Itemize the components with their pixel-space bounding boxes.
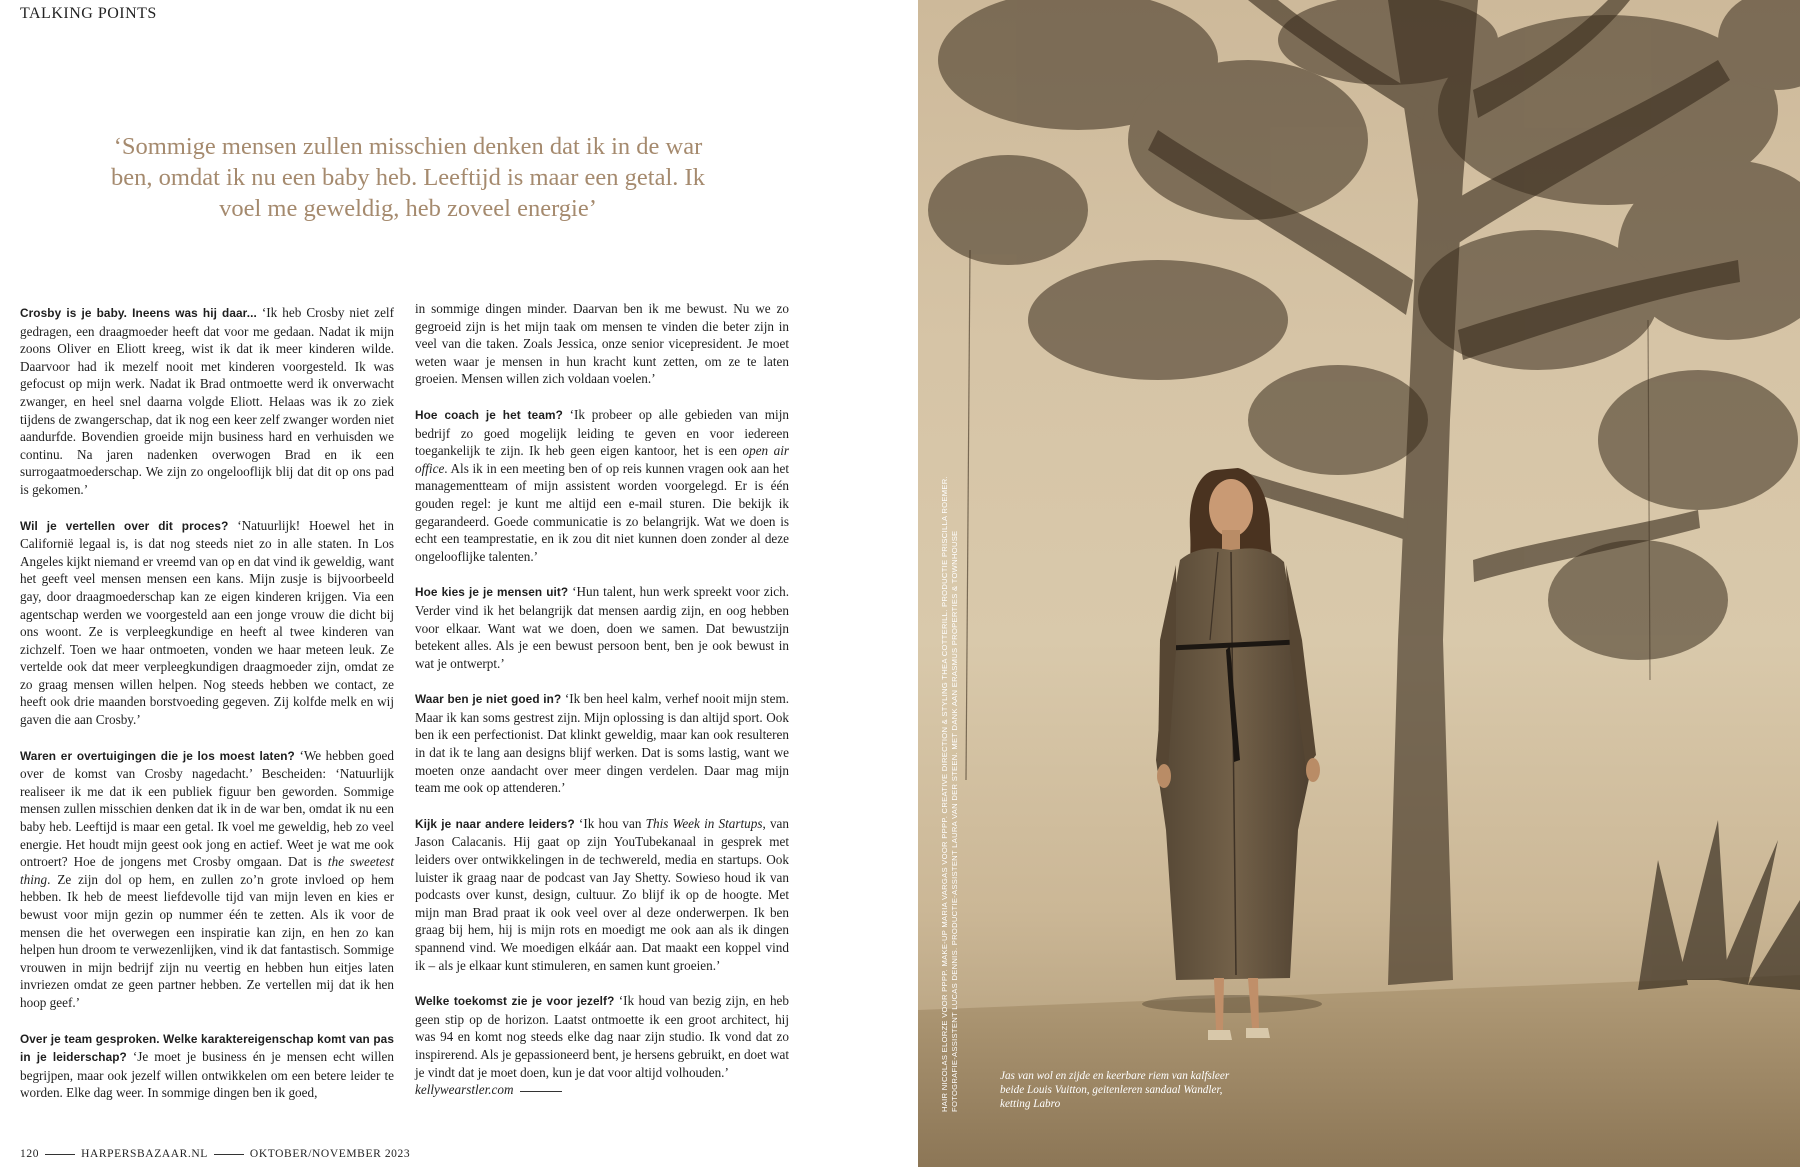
photo-caption: Jas van wol en zijde en keerbare riem van kalfsleer beide Louis Vuitton, geitenleren sandaal Wandler, ketting Labro	[1000, 1070, 1230, 1110]
folio-site: HARPERSBAZAAR.NL	[81, 1148, 208, 1160]
qa-paragraph	[20, 1030, 394, 1102]
answer-text: ‘Ik heb Crosby niet zelf gedragen, een draagmoeder heeft dat voor me gedaan. Nadat ik mijn zoons Oliver en Eliott kreeg, wist ik dat ik meer kinderen wilde. Daarvoor had ik mezelf nooit met kinderen voorgesteld. Ik was gefocust op mijn werk. Nadat ik Brad ontmoette werd ik onverwacht zwanger, en heel snel daarna volgde Eliott. Helaas was ik zo ziek tijdens de zwangerschap, dat ik nog een keer zelf zwanger worden niet aandurfde. Bovendien groeide mijn business hard en verhuisden we continu. Na jaren nadenken overwogen Brad en ik een surrogaatmoederschap. We zijn zo ongelooflijk blij dat dit op ons pad is gekomen.’	[20, 305, 394, 497]
folio-issue: OKTOBER/NOVEMBER 2023	[249, 1148, 411, 1160]
folio	[20, 1148, 410, 1160]
answer-text: . Als ik in een meeting ben of op reis kunnen vragen ook aan het managementteam of mijn assistent worden voorgelegd. Er is één gouden regel: je kunt me altijd een e-mail sturen. Die bekijk ik gegarandeerd. Goede communicatie is zo belangrijk. Wat we doen is echt een teamprestatie, en ik zou dit niet kunnen doen zonder al deze ongelooflijke talenten.’	[415, 460, 789, 564]
portrait-photo	[918, 0, 1800, 1167]
answer-text: ‘Ik houd van bezig zijn, en heb geen stip op de horizon. Laatst ontmoette ik een groot architect, hij was 94 en komt nog steeds elke dag naar zijn studio. Ik vond dat zo inspirerend. Als je gepassioneerd bent, je hersens gebruikt, en doet wat je vindt dat je moet doen, kun je dat voor altijd volhouden.’	[415, 993, 789, 1080]
pull-quote: ‘Sommige mensen zullen misschien denken dat ik in de war ben, omdat ik nu een baby heb. Leeftijd is maar een getal. Ik voel me geweldig, heb zoveel energie’	[111, 133, 705, 222]
qa-paragraph	[20, 747, 394, 1012]
question-lead: Hoe coach je het team?	[415, 407, 563, 422]
qa-paragraph	[415, 690, 789, 797]
answer-text: ‘Je moet je business én je mensen echt willen begrijpen, maar ook jezelf willen ontwikkelen om een betere leider te worden. Elke dag weer. In sommige dingen ben ik goed,	[20, 1049, 394, 1101]
page-number: 120	[20, 1148, 40, 1160]
question-lead: Crosby is je baby. Ineens was hij daar...	[20, 306, 257, 320]
answer-text: ‘Hun talent, hun werk spreekt voor zich. Verder vind ik het belangrijk dat mensen aardig zijn, en oog hebben voor elkaar. Want wat we doen, doen we samen. Dat bewustzijn betekent alles. Als je een bewust persoon bent, ben je ook bewust in wat je ontwerpt.’	[415, 584, 789, 671]
question-lead: Waren er overtuigingen die je los moest laten?	[20, 748, 295, 763]
photo-page	[918, 0, 1800, 1167]
answer-text: ‘Natuurlijk! Hoewel het in Californië legaal is, is dat nog steeds niet zo in alle staten. In Los Angeles kijkt niemand er vreemd van op en dat vind ik geweldig, want het geeft veel mensen mensen een kans. Mijn zusje is bijvoorbeeld gay, door draagmoederschap kan ze eigen kinderen krijgen. Via een agentschap werden we voorgesteld aan een jonge vrouw die dicht bij ons woont. Ze is verpleegkundige en heeft al twee kinderen van zichzelf. Toen we haar ontmoeten, vonden we haar meteen leuk. Ze vertelde ook dat meer verpleegkundigen draagmoeder zijn, omdat ze zo graag mensen willen helpen. Nog steeds hebben we contact, ze heeft ook drie maanden borstvoeding gegeven. Zij kolfde melk en wij gaven die aan Crosby.’	[20, 517, 394, 728]
folio-divider	[214, 1154, 244, 1155]
answer-emphasis: open air office	[415, 443, 789, 476]
answer-text: ‘Ik probeer op alle gebieden van mijn bedrijf zo goed mogelijk leiding te geven en voor iedereen toegankelijk te zijn. Ik heb geen eigen kantoor, het is een	[415, 406, 789, 459]
question-lead: Welke toekomst zie je voor jezelf?	[415, 994, 615, 1009]
signoff-link[interactable]: kellywearstler.com	[415, 1082, 514, 1098]
wall-wire	[966, 250, 970, 780]
answer-text: ‘Ik hou van	[574, 815, 646, 831]
question-lead: Over je team gesproken. Welke karaktereigenschap komt van pas in je leiderschap?	[20, 1031, 394, 1065]
qa-paragraph	[415, 815, 789, 974]
signoff-rule	[520, 1091, 562, 1092]
question-lead: Kijk je naar andere leiders?	[415, 816, 575, 831]
plant-shadow	[1638, 820, 1800, 990]
folio-divider	[45, 1154, 75, 1155]
qa-paragraph	[415, 406, 789, 565]
foliage-shadow	[928, 0, 1800, 660]
answer-text: in sommige dingen minder. Daarvan ben ik me bewust. Nu we zo gegroeid zijn is het mijn taak om mensen te vinden die beter zijn in veel van die taken. Zoals Jessica, onze senior vicepresident. Je moet weten waar je mensen in hun kracht kunt zetten, om ze te laten groeien. Mensen willen zich voldaan voelen.’	[415, 301, 789, 387]
answer-text: ‘We hebben goed over de komst van Crosby nagedacht.’ Bescheiden: ‘Natuurlijk realiseer ik me dat ik een publiek figuur ben geworden. Sommige mensen zullen misschien denken dat ik in de war ben, omdat ik nu een baby heb. Leeftijd is maar een getal. Ik voel me geweldig, heb zo veel energie. Het houdt mijn geest ook jong en actief. Weet je wat me ook ontroert? Hoe de jongens met Crosby omgaan. Dat is	[20, 747, 394, 870]
answer-emphasis: This Week in Startups	[645, 815, 763, 831]
answer-text: ‘Ik ben heel kalm, verhef nooit mijn stem. Maar ik kan soms gestrest zijn. Mijn oplossing is dan altijd sport. Ook ben ik een perfectionist. Dat klinkt geweldig, maar kan ook resulteren in dat ik te lang aan designs blijf werken. Dat is soms lastig, want we moeten onze aandacht over meer dingen verdelen. Daar mag mijn team me ook op attenderen.’	[415, 691, 789, 796]
answer-text: . Ze zijn dol op hem, en zullen zo’n grote invloed op hem hebben. Ik heb de meest liefdevolle tijd van mijn leven en kies er bewust voor mijn gezin op nummer één te zetten. Als ik voor de mensen die het overwegen een inspiratie kan zijn, en hen zo kan helpen hun droom te verwezenlijken, vind ik dat fantastisch. Sommige vrouwen in mijn bedrijf zijn nu veertig en hebben hun eitjes laten invriezen omdat ze geen partner hebben. Ze vertellen mij dat ik hen hoop geef.’	[20, 871, 394, 1010]
qa-paragraph	[20, 304, 394, 499]
question-lead: Waar ben je niet goed in?	[415, 692, 562, 707]
answer-emphasis: the sweetest thing	[20, 854, 394, 887]
section-label: TALKING POINTS	[20, 5, 157, 22]
signoff-line	[415, 1081, 789, 1099]
photo-credits: HAIR NICOLAS ELORZE VOOR PPPP. MAKE-UP MARIA VARGAS VOOR PPPP. CREATIVE DIRECTION & STYLING THEA COTTERILL. PRODUCTIE PRISCILLA ROEMER. FOTOGRAFIE-ASSISTENT LUCAS DENNIS. PRODUCTIE-ASSISTENT LAURA VAN DER STEEN. MET DANK AAN ERASMUS PROPERTIES & TOWNHOUSE	[940, 476, 959, 1112]
model-figure	[1142, 468, 1322, 1040]
qa-paragraph	[20, 517, 394, 729]
question-lead: Hoe kies je je mensen uit?	[415, 585, 569, 600]
article-column-right	[415, 300, 789, 1099]
question-lead: Wil je vertellen over dit proces?	[20, 518, 229, 533]
qa-paragraph	[415, 992, 789, 1081]
answer-text: , van Jason Calacanis. Hij gaat op zijn YouTubekanaal in gesprek met leiders over ontwikkelingen in de techwereld, media en startups. Ook luister ik graag naar de podcast van Jay Shetty. Sowieso houd ik van podcasts over kunst, design, cultuur. Zo blijf ik op de hoogte. Met mijn man Brad praat ik ook veel over al deze onderwerpen. Ik ben graag bij hem, hij is mijn rots en moedigt me ook aan als ik dingen spannend vind. We moedigen elkáár aan. Dat maakt een koppel vind ik – als je elkaar kunt stimuleren, en samen kunt groeien.’	[415, 815, 789, 973]
qa-paragraph	[415, 583, 789, 672]
article-column-left	[20, 304, 394, 1120]
qa-paragraph	[415, 300, 789, 388]
